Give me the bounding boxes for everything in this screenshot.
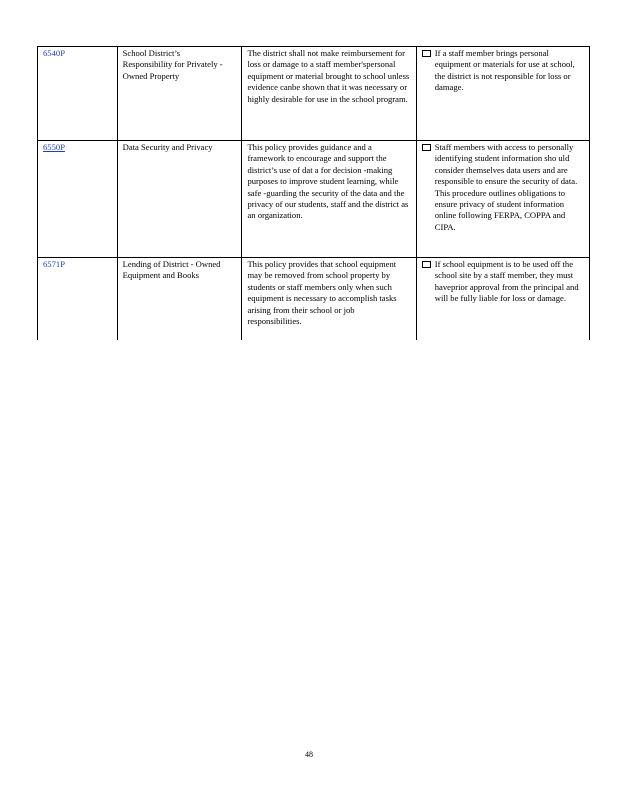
policy-code-link[interactable]: 6540P	[43, 48, 65, 58]
policy-title: Data Security and Privacy	[122, 142, 213, 152]
policy-title-cell	[117, 258, 242, 340]
bullet-icon	[422, 50, 431, 57]
policy-title: School District’s Responsibility for Privately -Owned Property	[122, 48, 223, 81]
table-row	[38, 141, 590, 258]
policy-code-cell	[38, 47, 118, 141]
procedure-cell	[416, 258, 589, 340]
procedure-text: Staff members with access to personally identifying student information sho uld consider themselves data users and are responsible to ensure the security of data. This procedure outlines obligations to ensure privacy of student information online following FERPA, COPPA and CIPA.	[434, 142, 578, 232]
procedure-cell	[416, 47, 589, 141]
policy-title: Lending of District - Owned Equipment and Books	[122, 259, 221, 281]
policy-code-link[interactable]: 6550P	[43, 142, 65, 152]
table-row	[38, 258, 590, 340]
policy-description: The district shall not make reimbursement for loss or damage to a staff member'spersonal equipment or material brought to school unless evidence canbe shown that it was necessary or highly desirable for use in the school program.	[247, 48, 410, 104]
procedure-text: If a staff member brings personal equipment or materials for use at school, the district is not responsible for loss or damage.	[434, 48, 575, 93]
bullet-icon	[422, 144, 431, 151]
table-row	[38, 47, 590, 141]
policy-code-cell	[38, 258, 118, 340]
procedure-text: If school equipment is to be used off the school site by a staff member, they must haveprior approval from the principal and will be fully liable for loss or damage.	[434, 259, 579, 304]
page-number: 48	[305, 750, 313, 759]
policy-description: This policy provides that school equipment may be removed from school property by students or staff members only when such equipment is necessary to accomplish tasks arising from their school or job responsibilities.	[247, 259, 397, 327]
policy-description: This policy provides guidance and a framework to encourage and support the district’s use of dat a for decision -making purposes to improve student learning, while safe -guarding the security of the data and the privacy of our students, staff and the district as an organization.	[247, 142, 409, 221]
policy-description-cell	[242, 258, 416, 340]
policy-description-cell	[242, 141, 416, 258]
policy-code-link[interactable]: 6571P	[43, 259, 65, 269]
policy-description-cell	[242, 47, 416, 141]
bullet-icon	[422, 261, 431, 268]
policy-title-cell	[117, 47, 242, 141]
policy-code-cell	[38, 141, 118, 258]
policy-table	[37, 46, 590, 340]
procedure-cell	[416, 141, 589, 258]
policy-title-cell	[117, 141, 242, 258]
